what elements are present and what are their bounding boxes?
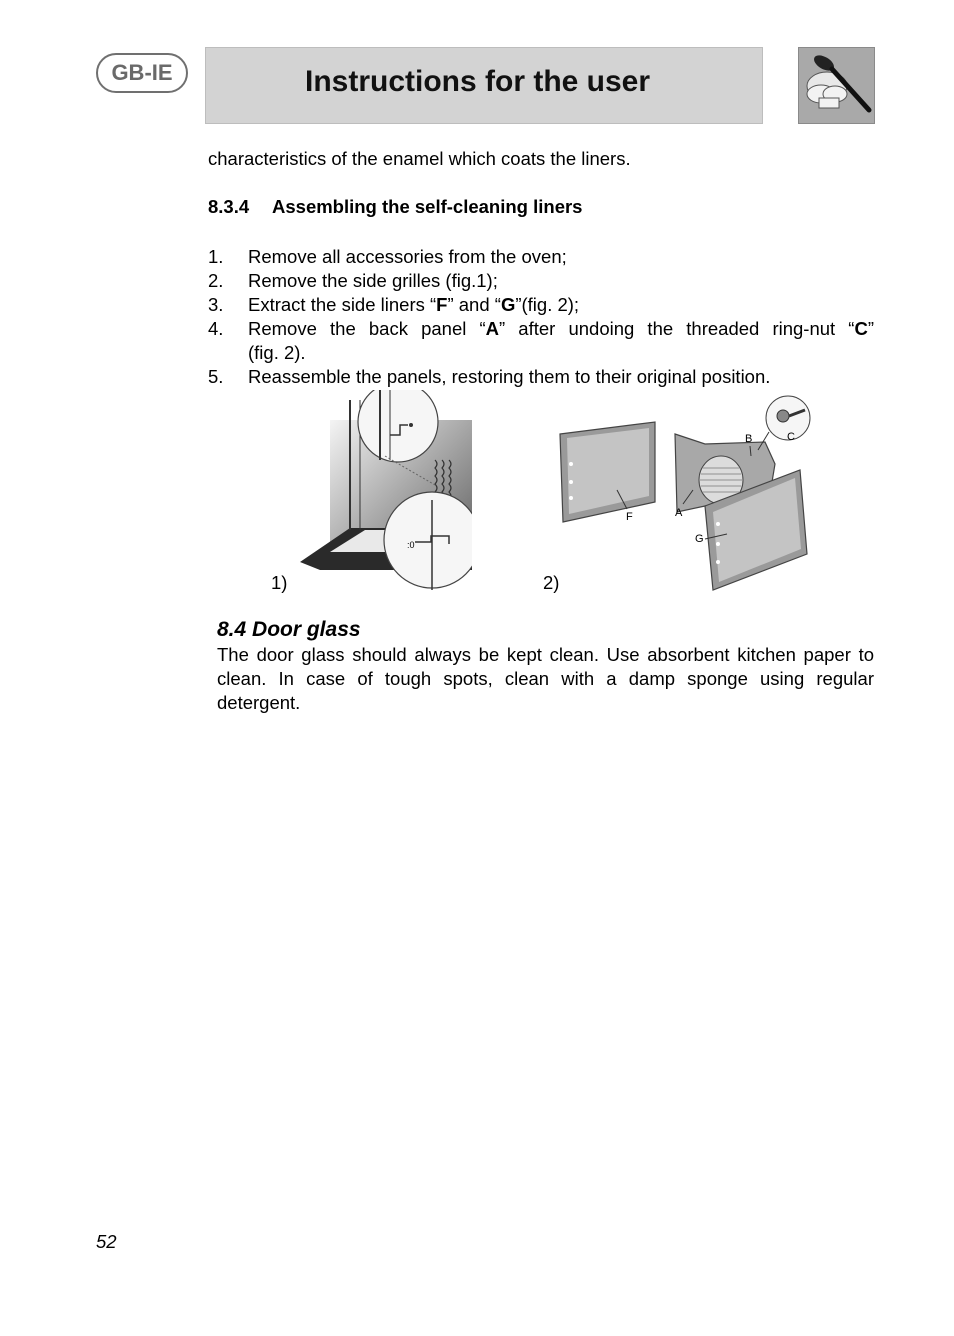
section-paragraph: The door glass should always be kept clean. Use absorbent kitchen paper to clean. In case of tough spots, clean with a damp sponge using regular detergent. xyxy=(217,644,874,713)
step-text: ” and “ xyxy=(447,294,501,315)
step-text: Remove the back panel “ xyxy=(248,318,486,339)
step-item xyxy=(208,317,874,365)
section-heading: 8.4 Door glass xyxy=(217,618,361,641)
label-c: C xyxy=(787,431,795,443)
step-number: 1. xyxy=(208,246,224,267)
step-item xyxy=(208,293,874,317)
step-number: 2. xyxy=(208,270,224,291)
step-letter: G xyxy=(500,294,516,315)
step-letter: F xyxy=(436,294,448,315)
step-text: Extract the side liners “ xyxy=(248,294,437,315)
step-text: Remove all accessories from the oven; xyxy=(248,246,567,267)
step-item xyxy=(208,269,874,293)
chef-hat-spoon-icon xyxy=(798,47,875,124)
steps-list xyxy=(208,245,874,389)
page-title: Instructions for the user xyxy=(305,65,651,98)
label-f: F xyxy=(626,511,633,523)
step-text: (fig. 2). xyxy=(248,342,306,363)
label-g: G xyxy=(695,533,704,545)
step-number: 5. xyxy=(208,366,224,387)
step-text: ” xyxy=(867,318,875,339)
step-item xyxy=(208,365,874,389)
figure-1-oven-grille xyxy=(290,390,472,592)
step-number: 4. xyxy=(208,318,224,339)
step-text: Reassemble the panels, restoring them to their original position. xyxy=(248,366,771,387)
step-text: ”(fig. 2); xyxy=(515,294,580,315)
step-text: Remove the side grilles (fig.1); xyxy=(248,270,498,291)
figure-2-liners xyxy=(555,394,813,594)
subsection-heading xyxy=(208,195,582,219)
subsection-title: Assembling the self-cleaning liners xyxy=(272,196,583,217)
figure-1-caption: 1) xyxy=(271,572,288,593)
subsection-number: 8.3.4 xyxy=(208,196,250,217)
step-letter: C xyxy=(854,318,868,339)
label-b: B xyxy=(745,433,753,445)
step-letter: A xyxy=(485,318,500,339)
intro-text: characteristics of the enamel which coats the liners. xyxy=(208,148,631,169)
step-text: ” after undoing the threaded ring-nut “ xyxy=(499,318,855,339)
label-a: A xyxy=(675,507,683,519)
step-item xyxy=(208,245,874,269)
step-number: 3. xyxy=(208,294,224,315)
figure-2-caption: 2) xyxy=(543,572,560,593)
fig1-small-label: :0 xyxy=(407,540,415,550)
language-badge: GB-IE xyxy=(96,53,188,93)
page-number: 52 xyxy=(96,1231,117,1252)
